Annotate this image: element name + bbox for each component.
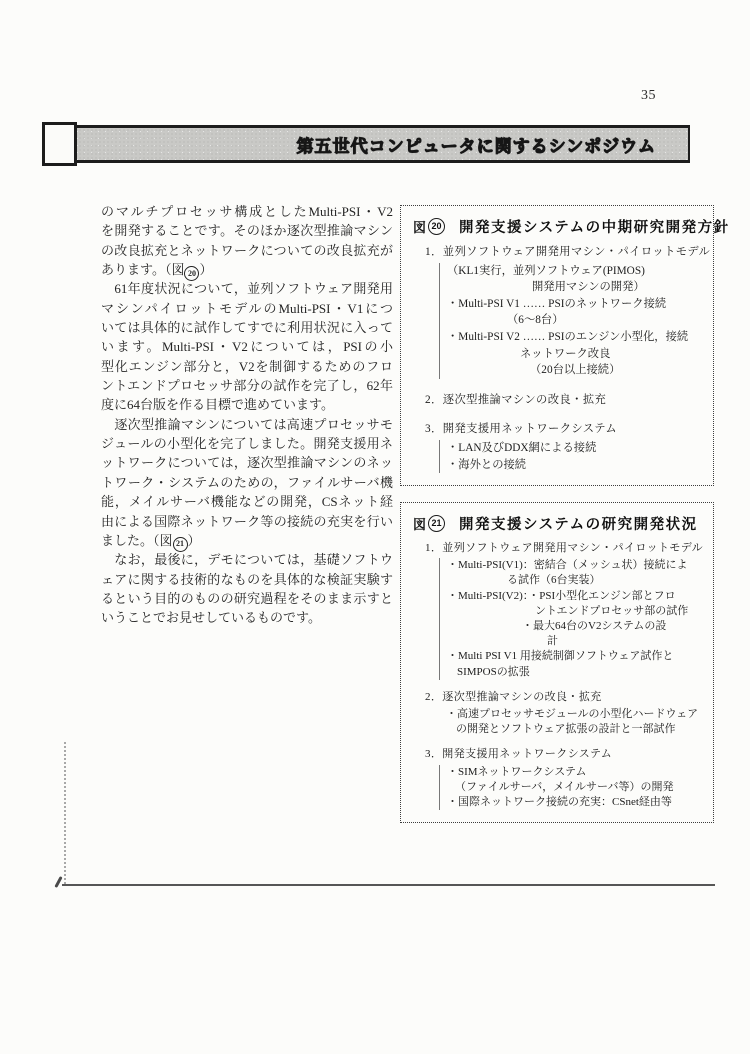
article-text-line: いうことでお見せしているものです。: [101, 610, 321, 626]
bullet-line: ・Multi PSI V1 用接続制御ソフトウェア試作と: [447, 650, 674, 663]
bottom-edge-scan-line: [62, 884, 715, 886]
figure-20-title: 開発支援システムの中期研究開発方針: [459, 220, 730, 236]
bullet-group: [439, 558, 705, 680]
article-text-line: 度に64台版を作る目標で進めています。: [101, 397, 334, 413]
article-text-line: を開発することです。そのほか逐次型推論マシン: [101, 223, 393, 239]
section-banner: [74, 125, 690, 163]
bullet-line: （20台以上接続）: [530, 364, 621, 377]
text-segment: ）: [187, 532, 201, 548]
banner-left-tab: [42, 122, 77, 166]
figure-21-content: [413, 541, 705, 810]
text-segment: 図: [413, 517, 427, 532]
bullet-line: ントエンドプロセッサ部の試作: [535, 604, 689, 617]
bullet-line: ・最大64台のV2システムの設: [522, 620, 667, 633]
article-text-line: ットワークについては，逐次型推論マシンのネッ: [101, 455, 393, 471]
bullet-line: （ファイルサーバ，メイルサーバ等）の開発: [455, 780, 674, 793]
bullet-line: ネットワーク改良: [520, 347, 611, 360]
figure-21-reference: 21: [173, 537, 188, 552]
figure-21-title: 開発支援システムの研究開発状況: [459, 517, 698, 533]
article-text-line: いては具体的に試作してすでに利用状況に入って: [101, 320, 393, 336]
article-text-line: の改良拡充とネットワークについての改良拡充が: [101, 242, 393, 258]
article-text-line: ジュールの小型化を完了しました。開発支援用ネ: [101, 436, 393, 452]
left-edge-scan-line: [64, 742, 66, 884]
text-segment: 図: [413, 220, 427, 235]
text-segment: あります。（図: [101, 262, 185, 278]
circled-number-21: 21: [428, 515, 445, 532]
figure-20-content: [413, 244, 711, 473]
figure-box-20: [400, 205, 730, 486]
numbered-item: 1．並列ソフトウェア開発用マシン・パイロットモデル: [425, 542, 704, 554]
article-text-line: 由による国際ネットワーク等の接続の充実を行い: [101, 513, 393, 529]
numbered-item: 2．逐次型推論マシンの改良・拡充: [425, 393, 607, 406]
bullet-line: 開発用マシンの開発）: [532, 281, 645, 294]
figure-20-title-row: [413, 214, 730, 244]
bullet-line: ・LAN及びDDX網による接続: [447, 441, 597, 454]
bullet-line: ・Multi-PSI(V2)：・PSI小型化エンジン部とフロ: [447, 589, 676, 602]
text-segment: ）: [199, 262, 213, 278]
bullet-line: （KL1実行，並列ソフトウェア(PIMOS): [447, 264, 645, 277]
article-text-line: なお，最後に，デモについては，基礎ソフトウ: [101, 552, 393, 568]
numbered-item: 1．並列ソフトウェア開発用マシン・パイロットモデル: [425, 246, 711, 258]
article-text-line: [101, 531, 393, 550]
figure-box-21: [400, 502, 714, 823]
figure-20-label: [413, 217, 445, 236]
bullet-group: [439, 440, 705, 473]
page-corner-curl: [54, 876, 62, 888]
text-segment: ました。（図: [101, 532, 173, 548]
article-text-line: 能，メイルサーバ機能などの開発，CSネット経: [101, 494, 393, 510]
figure-20-reference: 20: [184, 266, 199, 281]
section-banner-title: 第五世代コンピュータに関するシンポジウム: [296, 136, 656, 156]
bullet-line: の開発とソフトウェア拡張の設計と一部試作: [456, 723, 676, 736]
bullet-line: ・高速プロセッサモジュールの小型化ハードウェア: [446, 708, 699, 721]
bullet-line: 計: [547, 635, 558, 648]
page-number: 35: [641, 88, 656, 103]
article-text-line: るという目的のものの研究過程をそのまま示すと: [101, 590, 393, 606]
article-text-line: います。Multi-PSI・V2については，PSIの小: [101, 339, 393, 355]
bullet-group: [439, 765, 705, 811]
article-text-line: 型化エンジン部分と，V2を制御するためのフロ: [101, 358, 393, 374]
bullet-line: ・Multi-PSI(V1)：密結合（メッシュ状）接続によ: [447, 559, 688, 572]
bullet-line: （6～8台）: [507, 314, 564, 327]
bullet-line: る試作（6台実装）: [507, 574, 601, 587]
article-text-line: ントエンドプロセッサ部分の試作を完了し，62年: [101, 378, 393, 394]
numbered-item: 3．開発支援用ネットワークシステム: [425, 748, 613, 761]
numbered-item: 3．開発支援用ネットワークシステム: [425, 423, 618, 436]
figure-21-label: [413, 514, 445, 533]
bullet-line: ・海外との接続: [447, 458, 527, 471]
article-text-line: マシンパイロットモデルのMulti-PSI・V1につ: [101, 300, 393, 316]
figure-21-title-row: [413, 511, 705, 541]
bullet-line: ・SIMネットワークシステム: [447, 765, 587, 778]
article-text-line: ェアに関する技術的なものを具体的な検証実験す: [101, 571, 393, 587]
article-text-line: 逐次型推論マシンについては高速プロセッサモ: [101, 416, 393, 432]
article-text-line: 61年度状況について，並列ソフトウェア開発用: [101, 281, 393, 297]
article-text-line: のマルチプロセッサ構成としたMulti-PSI・V2: [101, 204, 393, 219]
bullet-line: SIMPOSの拡張: [457, 665, 530, 678]
circled-number-20: 20: [428, 218, 445, 235]
bullet-line: ・Multi-PSI V2 …… PSIのエンジン小型化，接続: [447, 330, 689, 343]
article-text-line: [101, 260, 393, 279]
numbered-item: 2．逐次型推論マシンの改良・拡充: [425, 690, 602, 703]
article-text-line: トワーク・システムのための，ファイルサーバ機: [101, 474, 393, 490]
bullet-group: [439, 263, 705, 379]
bullet-group: [439, 707, 705, 737]
bullet-line: ・Multi-PSI V1 …… PSIのネットワーク接続: [447, 297, 667, 310]
bullet-line: ・国際ネットワーク接続の充実：CSnet経由等: [447, 796, 672, 809]
article-text-column: [101, 202, 393, 628]
